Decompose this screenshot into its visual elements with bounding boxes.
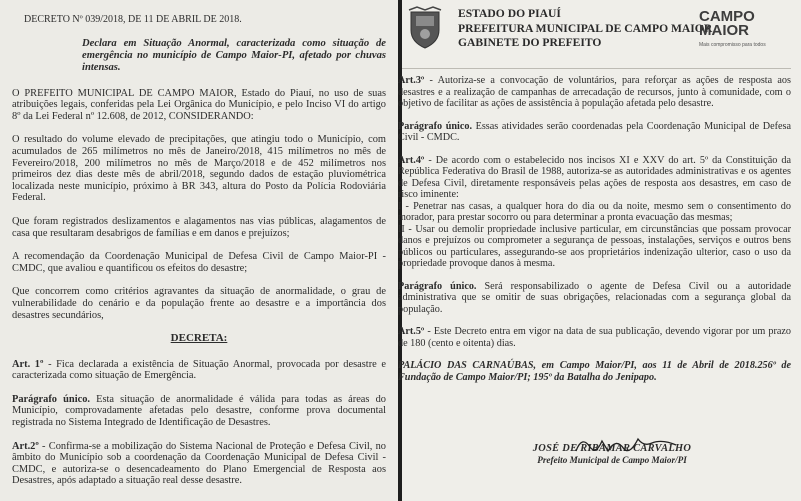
signature-block — [502, 443, 722, 465]
paragrafo-unico-2-text: Essas atividades serão coordenadas pela Coordenação Municipal de Defesa Civil - CMDC. — [398, 120, 792, 143]
paragrafo-unico-3 — [398, 281, 791, 316]
article-4-label: Art.4º — [398, 154, 425, 166]
campo-maior-logo-icon — [689, 4, 785, 52]
logo-bottom: MAIOR — [699, 22, 749, 39]
article-3-label: Art.3º — [398, 75, 425, 86]
logo-slogan: Mais compromisso para todos — [699, 42, 766, 48]
article-5 — [398, 326, 791, 349]
letterhead-line-2: PREFEITURA MUNICIPAL DE CAMPO MAIOR — [458, 21, 713, 35]
letterhead — [402, 0, 791, 69]
right-page — [398, 0, 801, 501]
left-page — [0, 0, 398, 501]
closing-statement: PALÁCIO DAS CARNAÚBAS, em Campo Maior/PI, aos 11 de Abril de 2018.256º de Fundação de Campo Maior/PI; 195º da Batalha do Jenipapo. — [398, 360, 791, 383]
paragrafo-unico-3-text: Será responsabilizado o agente de Defesa Civil ou a autoridade administrativa que se omitir de suas obrigações, relacionadas com a segurança global da população. — [398, 280, 792, 315]
logo-top: CAMPO — [699, 8, 755, 25]
letterhead-line-3: GABINETE DO PREFEITO — [458, 36, 602, 49]
article-2-label: Art.2º — [12, 440, 39, 452]
article-4 — [398, 155, 791, 201]
considerando-1: O resultado do volume elevado de precipitações, que atingiu todo o Município, com acumulados de 265 milímetros no mês de Janeiro/2018, 415 milímetros no mês de Fevereiro/2018, 200 milímetros no mês de Março/2018 e de 452 milímetros nos primeiros dez dias deste mês de abril/2018, segundo dados de estação pluviométrica localizada neste município, próximo à BR 343, altura do Posto da Polícia Rodoviária Federal. — [12, 134, 386, 204]
paragrafo-unico-1-text: Esta situação de anormalidade é válida para todas as áreas do Município, comprovadamente afetadas pelo desastre, conforme prova documental registrada no Sistema Integrado de Identificação de Desastres. — [12, 393, 386, 429]
decree-ementa: Declara em Situação Anormal, caracterizada como situação de emergência no município de Campo Maior-PI, afetado por chuvas intensas. — [82, 37, 386, 73]
decreta-heading: DECRETA: — [170, 332, 228, 345]
article-2 — [12, 441, 386, 487]
handwritten-signature-icon — [572, 433, 682, 457]
paragrafo-unico-2 — [398, 121, 791, 144]
decree-header: DECRETO Nº 039/2018, DE 11 DE ABRIL DE 2018. — [24, 14, 242, 25]
item-i: I - Penetrar nas casas, a qualquer hora do dia ou da noite, mesmo sem o consentimento do morador, para prestar socorro ou para determinar a pronta evacuação das mesmas; — [398, 200, 791, 223]
paragrafo-unico-1 — [12, 394, 386, 429]
intro-paragraph: O PREFEITO MUNICIPAL DE CAMPO MAIOR, Estado do Piauí, no uso de suas atribuições legais, conferidas pela Lei Orgânica do Município, e pelo Inciso VI do artigo 8º da Lei Federal nº 12.608, de 2012, CONSIDERANDO: — [12, 87, 386, 122]
item-ii: II - Usar ou demolir propriedade inclusive particular, em circunstâncias que possam provocar danos e prejuízos ou comprometer a segurança de pessoas, instalações, serviços e outros bens públicos ou particulares, assegurando-se aos proprietários indenização ulterior, caso o uso da propriedade provoque danos à mesma. — [398, 223, 791, 269]
article-1 — [12, 359, 386, 382]
article-3 — [398, 75, 791, 110]
article-1-label: Art. 1º — [12, 358, 44, 370]
signer-role: Prefeito Municipal de Campo Maior/PI — [537, 455, 687, 465]
article-2-text: - Confirma-se a mobilização do Sistema Nacional de Proteção e Defesa Civil, no âmbito do Município sob a coordenação da Coordenação Municipal de Defesa Civil - CMDC, e autoriza-se o desencadeamento do Plano Emergencial de Resposta aos Desastres, após adaptado a situação real desse desastre. — [12, 440, 386, 487]
article-5-text: - Este Decreto entra em vigor na data de sua publicação, devendo vigorar por um prazo de 180 (cento e oitenta) dias. — [398, 326, 791, 349]
article-3-text: - Autoriza-se a convocação de voluntários, para reforçar as ações de resposta aos desastres e a realização de campanhas de arrecadação de recursos, junto à comunidade, com o objetivo de facilitar as ações de assistência à população afetada pelo desastre. — [398, 75, 791, 109]
paragrafo-unico-3-label: Parágrafo único. — [398, 280, 477, 292]
considerando-4: Que concorrem como critérios agravantes da situação de anormalidade, o grau de vulnerabilidade do cenário e da população frente ao desastre e a importância dos desastres secundários, — [12, 286, 386, 321]
article-5-label: Art.5º — [398, 326, 425, 337]
municipal-coat-of-arms-icon — [408, 6, 442, 50]
logo-text — [699, 10, 755, 38]
paragrafo-unico-1-label: Parágrafo único. — [12, 393, 90, 405]
signer-name: JOSÉ DE RIBAMAR CARVALHO — [532, 443, 692, 454]
letterhead-line-1: ESTADO DO PIAUÍ — [458, 7, 561, 20]
letterhead-text — [458, 7, 712, 51]
considerando-2: Que foram registrados deslizamentos e alagamentos nas vias públicas, alagamentos de casa que resultaram desabrigos de famílias e em danos e prejuízos; — [12, 215, 386, 239]
paragrafo-unico-2-label: Parágrafo único. — [398, 120, 473, 132]
considerando-3: A recomendação da Coordenação Municipal de Defesa Civil de Campo Maior-PI - CMDC, que avaliou e quantificou os efeitos do desastre; — [12, 251, 386, 274]
article-4-text: - De acordo com o estabelecido nos incisos XI e XXV do art. 5º da Constituição da República Federativa do Brasil de 1988, autoriza-se as autoridades administrativas e os agentes de Defesa Civil, diretamente responsáveis pelas ações de resposta aos desastres, em caso de risco iminente: — [398, 154, 791, 200]
right-body — [398, 69, 791, 383]
article-1-text: - Fica declarada a existência de Situação Anormal, provocada por desastre e caracterizada como situação de Emergência. — [12, 358, 387, 382]
